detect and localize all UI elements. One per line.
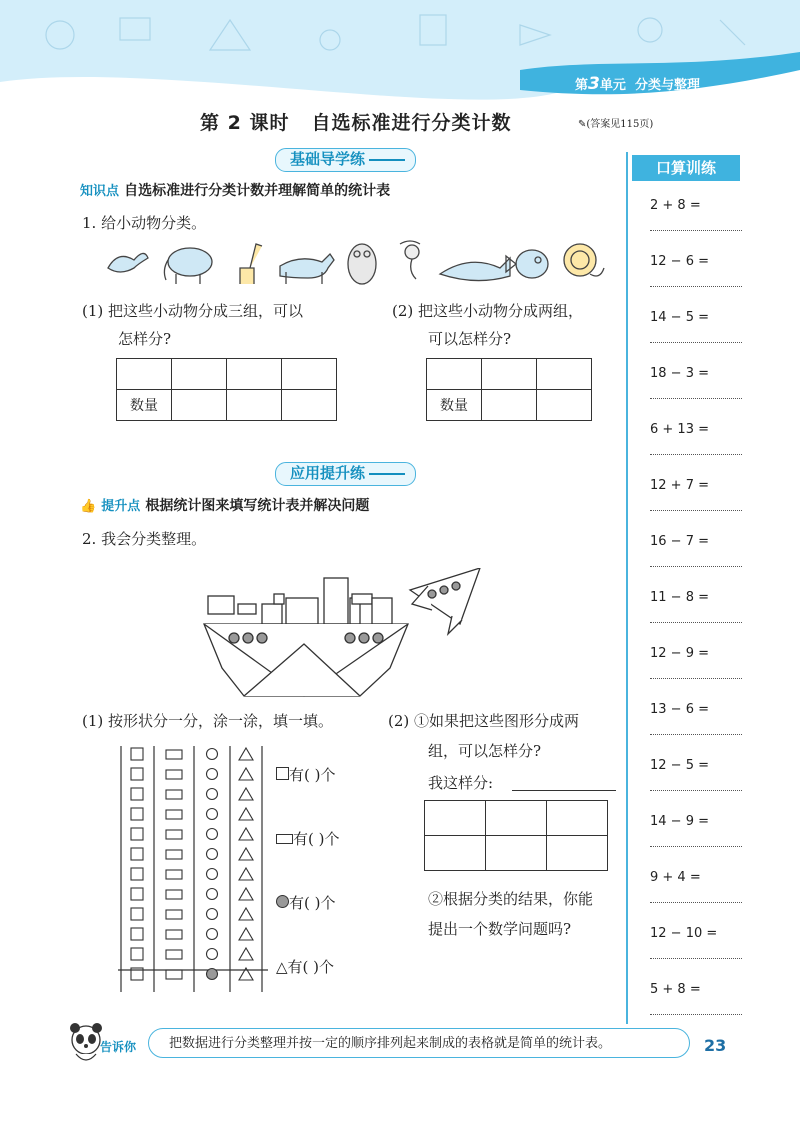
circle-shape [207,849,218,860]
knowledge-point [80,180,390,200]
question-1: 1. 给小动物分类。 [82,214,207,232]
circle-shape [207,749,218,760]
answer-line[interactable] [650,286,742,287]
thumbs-up-icon: 👍 [80,499,97,514]
answer-note [578,115,653,130]
square-shape [131,808,143,820]
fish-icon [506,250,548,278]
count-square-text: 有( )个 [289,766,336,784]
table-cell[interactable] [172,359,227,390]
row-label-quantity: 数量 [427,390,482,421]
mental-math-item: 6 + 13 = [650,422,709,437]
triangle-shape [239,928,253,940]
owl-icon [348,244,376,284]
square-shape [131,948,143,960]
rectangle-shape [166,850,182,859]
elephant-icon [164,248,212,284]
lesson-title [200,108,511,135]
bird-icon [108,253,148,272]
mental-math-item: 16 − 7 = [650,534,709,549]
count-rect [276,828,339,849]
answer-line[interactable] [650,958,742,959]
q2-sub2-line2: 组，可以怎样分? [428,742,542,760]
circle-shape [207,949,218,960]
table-cell[interactable] [425,836,486,871]
mental-math-item: 12 − 5 = [650,758,709,773]
tag-label: 提升点 [101,499,141,514]
q1-sub2-line2: 可以怎样分? [428,330,512,348]
table-cell[interactable] [547,836,608,871]
table-cell[interactable] [227,390,282,421]
rectangle-shape [166,810,182,819]
tip-box: 把数据进行分类整理并按一定的顺序排列起来制成的表格就是简单的统计表。 [148,1028,690,1058]
count-triangle-text: 有( )个 [287,958,335,976]
mental-math-panel [626,152,748,1024]
table-cell[interactable] [486,836,547,871]
improvement-point [80,495,369,515]
triangle-shape [239,888,253,900]
q2-sub2-line5: 提出一个数学问题吗? [428,920,572,938]
rectangle-icon [276,834,293,844]
triangle-shape [239,828,253,840]
answer-line[interactable] [650,454,742,455]
lesson-label: 第 2 课时 [200,112,290,134]
rectangle-shape [166,750,182,759]
circle-shape [207,869,218,880]
table-cell[interactable] [537,359,592,390]
table-cell[interactable] [482,359,537,390]
table-three-groups [116,358,337,421]
answer-line[interactable] [650,398,742,399]
mental-math-item: 13 − 6 = [650,702,709,717]
circle-shape [207,969,218,980]
answer-line[interactable] [650,510,742,511]
circle-shape [207,769,218,780]
square-icon [276,767,289,780]
count-circle [276,892,335,913]
mental-math-title: 口算训练 [632,155,740,181]
count-triangle [276,956,334,977]
answer-line[interactable] [650,678,742,679]
triangle-shape [239,908,253,920]
square-shape [131,788,143,800]
answer-line[interactable] [650,1014,742,1015]
tip-badge: 告诉你 [100,1040,137,1054]
table-cell[interactable] [117,359,172,390]
banner-text: 基础导学练 [290,150,366,168]
mental-math-item: 12 − 10 = [650,926,718,941]
answer-note-text: (答案见115页) [586,119,654,130]
table-cell[interactable] [425,801,486,836]
count-square [276,764,335,785]
rectangle-shape [166,950,182,959]
square-shape [131,828,143,840]
table-cell[interactable] [282,359,337,390]
animals-illustration [100,238,620,288]
circle-shape [207,909,218,920]
mental-math-item: 18 − 3 = [650,366,709,381]
tag-text: 根据统计图来填写统计表并解决问题 [145,498,370,514]
circle-shape [207,829,218,840]
answer-line[interactable] [650,622,742,623]
table-cell[interactable] [172,390,227,421]
pencil-icon: ✎ [578,119,587,130]
triangle-shape [239,788,253,800]
q2-sub2-line3: 我这样分: [428,774,494,792]
mental-math-item: 11 − 8 = [650,590,709,605]
answer-line[interactable] [650,734,742,735]
table-two-groups [426,358,592,421]
q2-sub1: (1) 按形状分一分，涂一涂，填一填。 [82,712,334,730]
circle-shape [207,789,218,800]
row-label-quantity: 数量 [117,390,172,421]
tag-text: 自选标准进行分类计数并理解简单的统计表 [124,183,391,199]
mental-math-item: 12 − 6 = [650,254,709,269]
rectangle-shape [166,930,182,939]
triangle-shape [239,948,253,960]
q1-sub2-line1: (2) 把这些小动物分成两组， [392,302,584,320]
whale-icon [440,258,510,281]
lion-icon [564,244,604,276]
rectangle-shape [166,830,182,839]
square-shape [131,748,143,760]
square-shape [131,868,143,880]
circle-icon [276,895,289,908]
circle-shape [207,889,218,900]
mental-math-item: 2 + 8 = [650,198,701,213]
answer-line[interactable] [650,566,742,567]
count-circle-text: 有( )个 [289,894,336,912]
mental-math-item: 14 − 5 = [650,310,709,325]
tag-label: 知识点 [80,184,120,199]
rectangle-shape [166,790,182,799]
section-banner-applied [275,462,416,486]
triangle-icon: △ [276,958,288,976]
mental-math-item: 9 + 4 = [650,870,701,885]
unit-number: 3 [588,74,600,94]
rectangle-shape [166,890,182,899]
lesson-name: 自选标准进行分类计数 [311,112,512,134]
answer-line[interactable] [650,790,742,791]
unit-label [575,74,700,94]
answer-line[interactable] [512,790,616,791]
monkey-icon [400,241,420,279]
ship-rocket-illustration [200,568,500,698]
square-shape [131,908,143,920]
triangle-shape [239,748,253,760]
rectangle-shape [166,910,182,919]
mental-math-item: 12 + 7 = [650,478,709,493]
square-shape [131,768,143,780]
rectangle-shape [166,770,182,779]
triangle-shape [239,868,253,880]
answer-line[interactable] [650,902,742,903]
table-cell[interactable] [482,390,537,421]
table-cell[interactable] [227,359,282,390]
triangle-shape [239,768,253,780]
table-cell[interactable] [547,801,608,836]
shape-columns [118,738,268,994]
unit-prefix: 第 [575,78,589,93]
unit-suffix: 单元 [599,78,626,93]
square-shape [131,888,143,900]
page-number: 23 [704,1036,727,1055]
table-two-groups-shapes [424,800,608,871]
answer-line[interactable] [650,846,742,847]
triangle-shape [239,808,253,820]
table-cell[interactable] [282,390,337,421]
mental-math-item: 14 − 9 = [650,814,709,829]
q2-sub2-line1: (2) ①如果把这些图形分成两 [388,712,580,730]
question-2: 2. 我会分类整理。 [82,530,207,548]
section-banner-basic [275,148,416,172]
circle-shape [207,809,218,820]
answer-line[interactable] [650,230,742,231]
table-cell[interactable] [486,801,547,836]
mental-math-item: 5 + 8 = [650,982,701,997]
square-shape [131,928,143,940]
table-cell[interactable] [537,390,592,421]
q1-sub1-line1: (1) 把这些小动物分成三组，可以 [82,302,304,320]
unit-topic: 分类与整理 [634,78,700,93]
rectangle-shape [166,970,182,979]
rectangle-shape [166,870,182,879]
triangle-shape [239,848,253,860]
table-cell[interactable] [427,359,482,390]
giraffe-icon [240,244,262,284]
horse-icon [280,254,334,284]
banner-text: 应用提升练 [290,464,366,482]
count-rect-text: 有( )个 [293,830,340,848]
answer-line[interactable] [650,342,742,343]
circle-shape [207,929,218,940]
q2-sub2-line4: ②根据分类的结果，你能 [428,890,594,908]
square-shape [131,848,143,860]
q1-sub1-line2: 怎样分? [118,330,172,348]
mental-math-item: 12 − 9 = [650,646,709,661]
